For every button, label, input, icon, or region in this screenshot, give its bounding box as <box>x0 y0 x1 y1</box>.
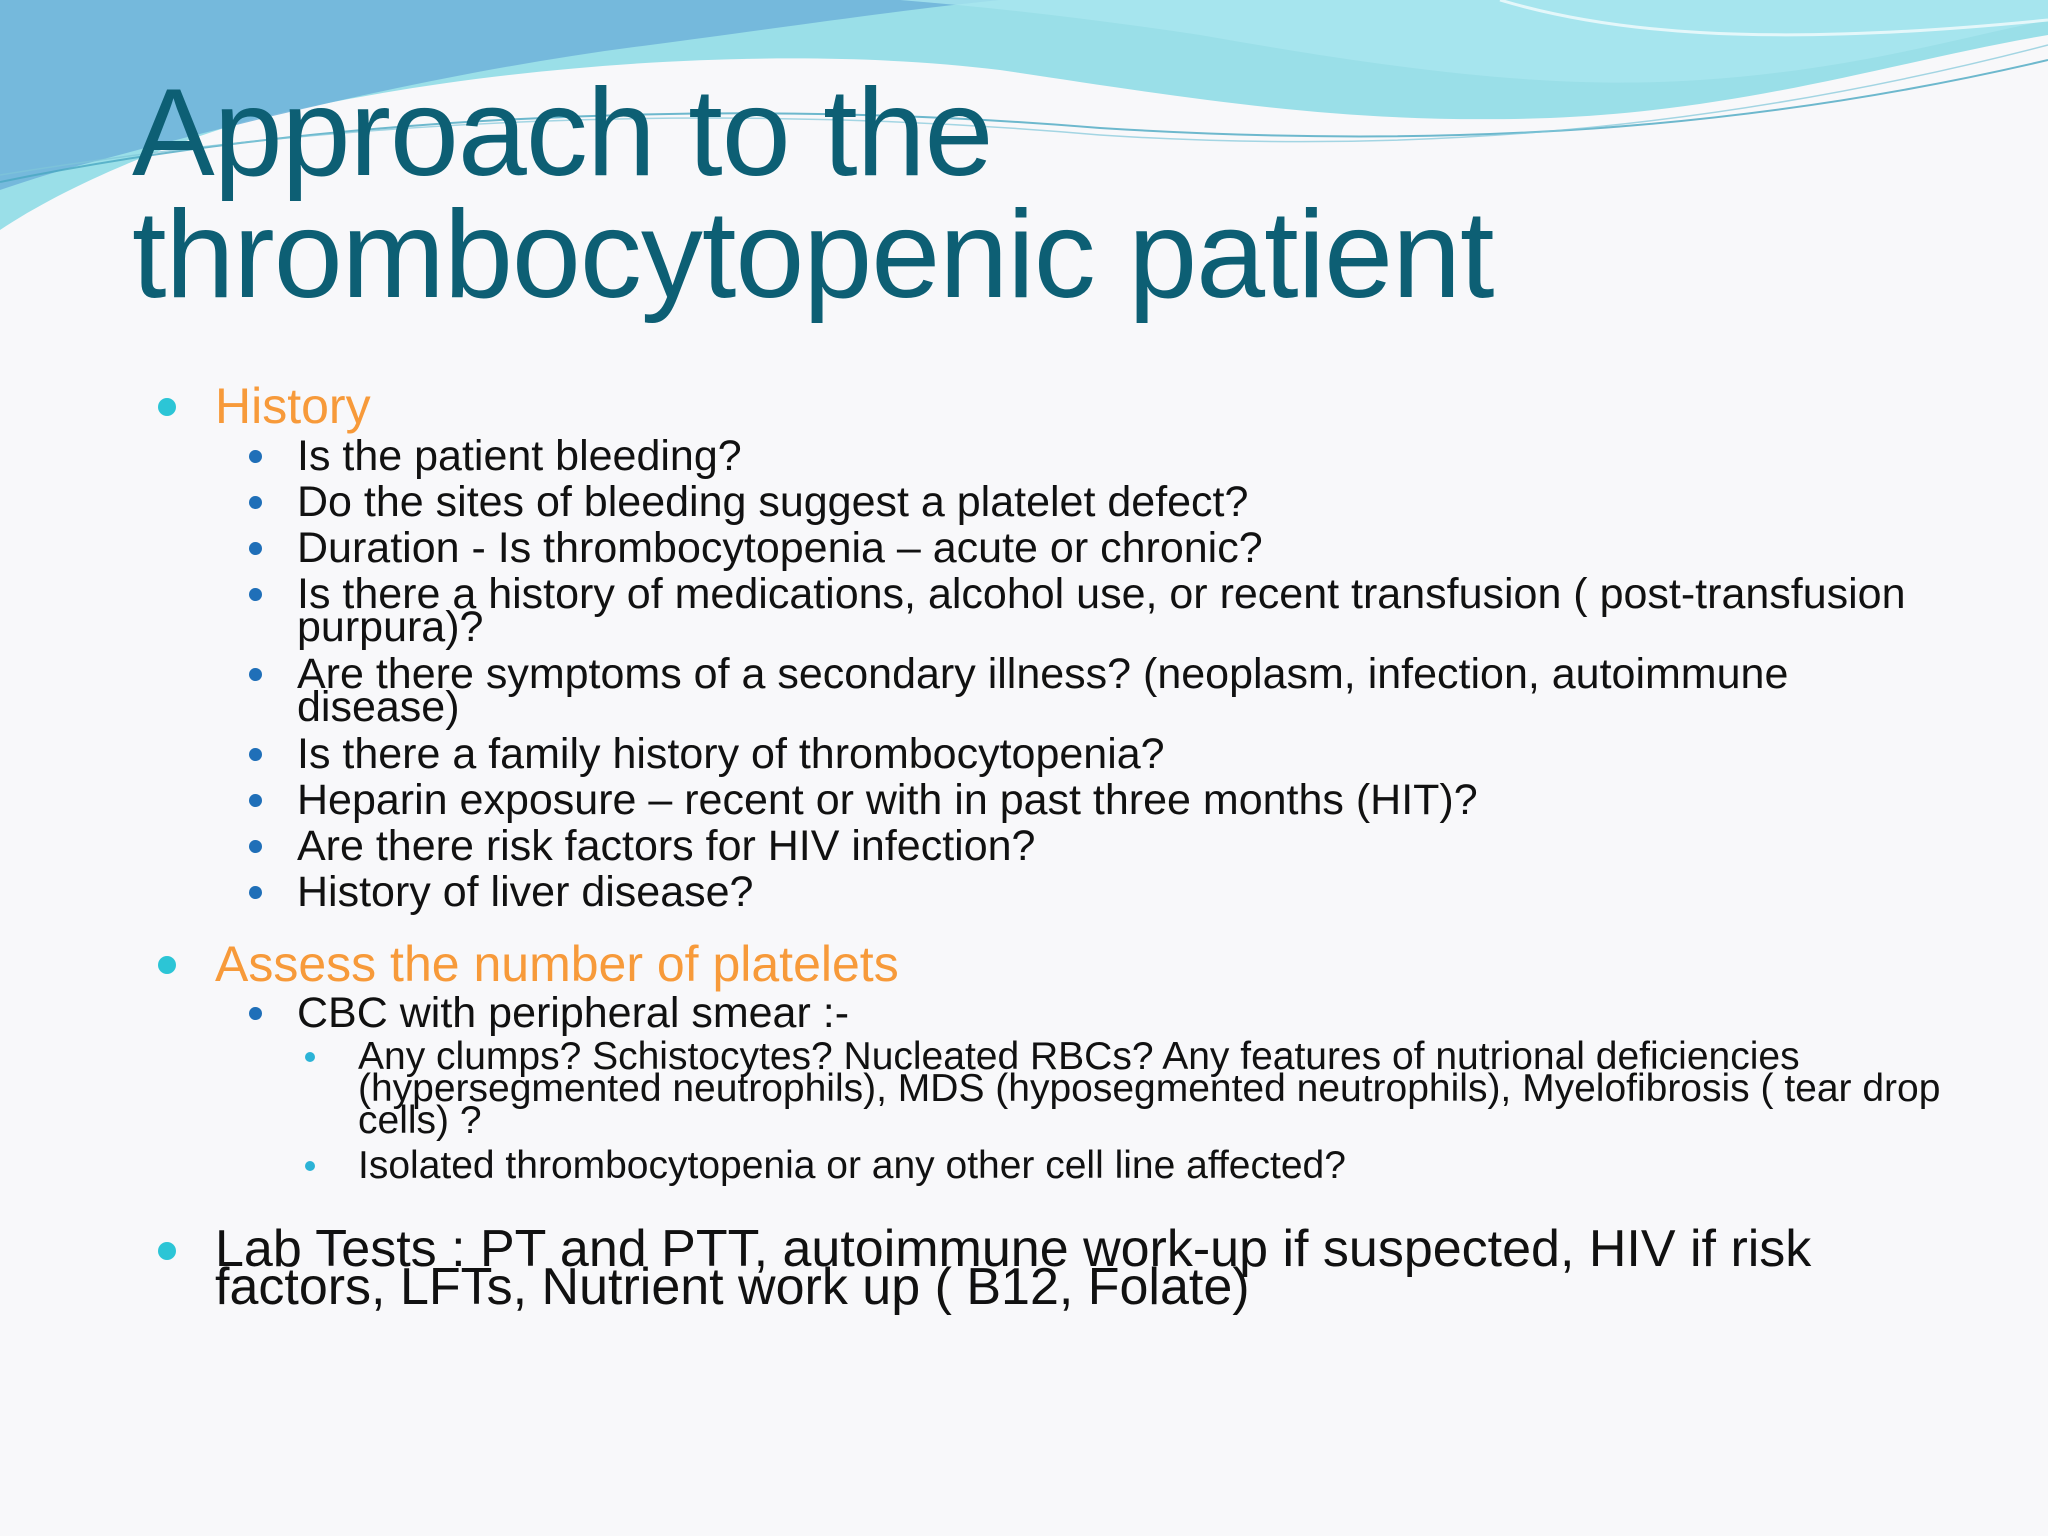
list-item: Heparin exposure – recent or with in past three months (HIT)? <box>297 776 1478 824</box>
list-item: Are there symptoms of a secondary illness? (neoplasm, infection, autoimmune disease) <box>297 650 1789 731</box>
bullet-icon <box>305 1052 315 1062</box>
list-item: Is the patient bleeding? <box>297 432 742 480</box>
bullet-icon <box>249 542 262 555</box>
bullet-icon <box>249 496 262 509</box>
list-item: Is there a history of medications, alcohol use, or recent transfusion ( post-transfusion purpura)? <box>297 570 1906 651</box>
sub-list-item: Isolated thrombocytopenia or any other cell line affected? <box>358 1144 1346 1187</box>
slide-title-line-1: Approach to the <box>132 64 993 202</box>
bullet-icon <box>249 886 262 899</box>
bullet-icon <box>305 1161 315 1171</box>
bullet-icon <box>158 956 176 974</box>
list-item: Do the sites of bleeding suggest a platelet defect? <box>297 478 1249 526</box>
bullet-icon <box>249 450 262 463</box>
list-item: Are there risk factors for HIV infection? <box>297 822 1036 870</box>
list-item: History of liver disease? <box>297 868 754 916</box>
bullet-icon <box>249 840 262 853</box>
bullet-icon <box>158 1242 176 1260</box>
bullet-icon <box>249 794 262 807</box>
list-item: CBC with peripheral smear :- <box>297 989 850 1037</box>
section-heading-history: History <box>215 378 371 434</box>
slide-title-line-2: thrombocytopenic patient <box>132 186 1494 324</box>
list-item: Duration - Is thrombocytopenia – acute or chronic? <box>297 524 1263 572</box>
bullet-icon <box>249 748 262 761</box>
section-heading-platelets: Assess the number of platelets <box>215 936 899 992</box>
lab-tests-text: Lab Tests : PT and PTT, autoimmune work-up if suspected, HIV if risk factors, LFTs, Nutrient work up ( B12, Folate) <box>215 1220 1812 1316</box>
bullet-icon <box>249 668 262 681</box>
bullet-icon <box>249 588 262 601</box>
sub-list-item: Any clumps? Schistocytes? Nucleated RBCs? Any features of nutrional deficiencies (hypersegmented neutrophils), MDS (hyposegmented neutrophils), Myelofibrosis ( tear drop cells) ? <box>358 1035 1941 1142</box>
bullet-icon <box>158 398 176 416</box>
bullet-icon <box>249 1007 262 1020</box>
list-item: Is there a family history of thrombocytopenia? <box>297 730 1165 778</box>
